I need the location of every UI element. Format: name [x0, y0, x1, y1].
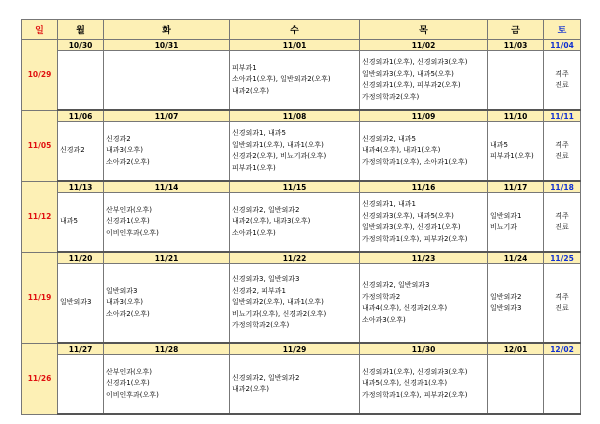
schedule-entry: 일반외과1(오후), 내과1(오후)	[232, 140, 324, 149]
date-cell-wed: 11/22	[230, 252, 360, 264]
schedule-entry: 신경외과1(오후), 신경외과3(오후)	[362, 58, 468, 66]
week-schedule-row	[22, 193, 581, 253]
schedule-entry: 가정의학과2(오후)	[232, 321, 290, 330]
week-date-row	[22, 343, 581, 355]
schedule-cell-fri	[488, 264, 544, 344]
schedule-entry: 신경외과1, 내과1	[362, 200, 416, 208]
schedule-cell-thu	[360, 51, 488, 111]
schedule-entry: 격주	[555, 140, 569, 149]
schedule-entry: 피부과1	[232, 63, 257, 72]
schedule-cell-tue	[104, 51, 230, 111]
schedule-entry: 신경외과1(오후), 피부과2(오후)	[362, 81, 461, 89]
schedule-cell-fri	[488, 51, 544, 111]
schedule-entry: 가정의학과1(오후), 소아과1(오후)	[362, 157, 468, 166]
schedule-cell-thu	[360, 193, 488, 253]
week-schedule-row	[22, 122, 581, 182]
schedule-entry: 소아과2(오후)	[106, 309, 150, 318]
date-cell-thu: 11/30	[360, 343, 488, 355]
week-schedule-row	[22, 264, 581, 344]
schedule-entry: 진료	[555, 152, 569, 160]
schedule-entry: 이비인후과(오후)	[106, 228, 159, 237]
date-cell-mon: 11/20	[58, 252, 104, 264]
schedule-entry: 신경과2(오후), 비뇨기과(오후)	[232, 152, 327, 160]
schedule-cell-tue	[104, 122, 230, 182]
schedule-cell-tue	[104, 264, 230, 344]
schedule-cell-sat	[544, 122, 581, 182]
schedule-entry: 신경외과3(오후), 내과5(오후)	[362, 211, 454, 220]
schedule-entry: 내과4(오후), 신경과2(오후)	[362, 304, 448, 312]
schedule-cell-wed	[230, 264, 360, 344]
week-schedule-row	[22, 355, 581, 415]
schedule-entry: 내과2(오후)	[232, 385, 269, 393]
schedule-entry: 내과4(오후), 내과1(오후)	[362, 146, 441, 155]
schedule-entry: 내과2(오후)	[232, 86, 269, 95]
date-cell-tue: 10/31	[104, 40, 230, 51]
schedule-entry: 이비인후과(오후)	[106, 390, 159, 399]
date-cell-mon: 10/30	[58, 40, 104, 51]
date-cell-sat: 11/04	[544, 40, 581, 51]
schedule-entry: 일반외과3	[106, 286, 138, 295]
schedule-cell-wed	[230, 51, 360, 111]
schedule-entry: 일반외과2	[490, 292, 522, 301]
date-cell-tue: 11/14	[104, 181, 230, 193]
schedule-entry: 가정의학과1(오후), 피부과2(오후)	[362, 234, 468, 243]
schedule-entry: 가정의학과1(오후), 피부과2(오후)	[362, 390, 468, 399]
schedule-entry: 피부과1(오후)	[232, 163, 276, 172]
schedule-cell-mon	[58, 51, 104, 111]
schedule-entry: 진료	[555, 223, 569, 231]
date-cell-fri: 11/24	[488, 252, 544, 264]
schedule-entry: 일반외과1	[490, 211, 522, 220]
schedule-entry: 격주	[555, 69, 569, 78]
schedule-cell-thu	[360, 264, 488, 344]
weekday-header-row	[22, 20, 581, 40]
date-cell-mon: 11/06	[58, 110, 104, 122]
schedule-cell-mon	[58, 122, 104, 182]
sunday-date-cell: 11/12	[22, 181, 58, 252]
sunday-date-cell: 11/26	[22, 343, 58, 414]
date-cell-fri: 11/03	[488, 40, 544, 51]
schedule-entry: 소아과1(오후), 일반외과2(오후)	[232, 75, 331, 84]
schedule-entry: 신경과2	[106, 134, 131, 143]
date-cell-tue: 11/07	[104, 110, 230, 122]
header-monday: 월	[58, 20, 104, 40]
schedule-entry: 소아과1(오후)	[232, 228, 276, 237]
sunday-date-cell: 11/05	[22, 110, 58, 181]
schedule-cell-tue	[104, 355, 230, 415]
date-cell-sat: 12/02	[544, 343, 581, 355]
schedule-entry: 일반외과3	[60, 298, 92, 307]
schedule-entry: 내과5	[60, 217, 78, 226]
date-cell-fri: 11/17	[488, 181, 544, 193]
schedule-cell-sat	[544, 193, 581, 253]
schedule-cell-sat	[544, 355, 581, 415]
header-tuesday: 화	[104, 20, 230, 40]
schedule-entry: 산부인과(오후)	[106, 367, 153, 376]
week-schedule-row	[22, 51, 581, 111]
schedule-entry: 산부인과(오후)	[106, 205, 153, 214]
schedule-entry: 내과2(오후), 내과3(오후)	[232, 217, 311, 226]
schedule-entry: 신경외과2, 일반외과2	[232, 205, 300, 214]
schedule-cell-thu	[360, 355, 488, 415]
date-cell-thu: 11/09	[360, 110, 488, 122]
schedule-entry: 진료	[555, 304, 569, 312]
schedule-entry: 소아과2(오후)	[106, 157, 150, 166]
schedule-entry: 소아과3(오후)	[362, 315, 406, 324]
week-date-row	[22, 181, 581, 193]
schedule-entry: 신경외과1, 내과5	[232, 129, 286, 137]
schedule-entry: 가정의학과2	[362, 292, 401, 301]
schedule-cell-wed	[230, 122, 360, 182]
week-date-row	[22, 252, 581, 264]
schedule-entry: 일반외과3(오후), 내과5(오후)	[362, 69, 454, 78]
schedule-cell-tue	[104, 193, 230, 253]
schedule-entry: 진료	[555, 81, 569, 89]
sunday-date-cell: 10/29	[22, 40, 58, 111]
date-cell-wed: 11/01	[230, 40, 360, 51]
schedule-cell-sat	[544, 264, 581, 344]
schedule-cell-sat	[544, 51, 581, 111]
schedule-entry: 비뇨기과(오후), 신경과2(오후)	[232, 309, 327, 318]
date-cell-sat: 11/18	[544, 181, 581, 193]
schedule-entry: 내과3(오후)	[106, 146, 143, 155]
date-cell-fri: 11/10	[488, 110, 544, 122]
schedule-entry: 가정의학과2(오후)	[362, 92, 420, 101]
date-cell-sat: 11/11	[544, 110, 581, 122]
schedule-cell-fri	[488, 193, 544, 253]
sunday-date-cell: 11/19	[22, 252, 58, 343]
schedule-cell-wed	[230, 355, 360, 415]
schedule-entry: 신경외과2, 일반외과2	[232, 373, 300, 382]
date-cell-thu: 11/02	[360, 40, 488, 51]
schedule-cell-fri	[488, 355, 544, 415]
schedule-entry: 내과5(오후), 신경과1(오후)	[362, 379, 448, 388]
schedule-entry: 일반외과3(오후), 신경과1(오후)	[362, 223, 461, 231]
header-friday: 금	[488, 20, 544, 40]
schedule-entry: 내과5	[490, 140, 508, 149]
date-cell-thu: 11/16	[360, 181, 488, 193]
schedule-entry: 신경외과2, 내과5	[362, 134, 416, 143]
schedule-entry: 신경과2	[60, 146, 85, 155]
schedule-entry: 비뇨기과	[490, 223, 518, 231]
header-saturday: 토	[544, 20, 581, 40]
date-cell-fri: 12/01	[488, 343, 544, 355]
header-wednesday: 수	[230, 20, 360, 40]
schedule-entry: 일반외과2(오후), 내과1(오후)	[232, 298, 324, 307]
schedule-entry: 내과3(오후)	[106, 298, 143, 307]
week-date-row	[22, 40, 581, 51]
date-cell-wed: 11/29	[230, 343, 360, 355]
schedule-entry: 피부과1(오후)	[490, 152, 534, 160]
date-cell-mon: 11/27	[58, 343, 104, 355]
schedule-entry: 신경과1(오후)	[106, 217, 150, 226]
date-cell-mon: 11/13	[58, 181, 104, 193]
schedule-entry: 신경과1(오후)	[106, 379, 150, 388]
schedule-cell-mon	[58, 193, 104, 253]
schedule-cell-mon	[58, 264, 104, 344]
schedule-entry: 일반외과3	[490, 304, 522, 312]
date-cell-wed: 11/15	[230, 181, 360, 193]
schedule-entry: 신경과2, 피부과1	[232, 286, 286, 295]
date-cell-wed: 11/08	[230, 110, 360, 122]
date-cell-thu: 11/23	[360, 252, 488, 264]
header-thursday: 목	[360, 20, 488, 40]
week-date-row	[22, 110, 581, 122]
schedule-entry: 신경외과3, 일반외과3	[232, 275, 300, 284]
date-cell-tue: 11/28	[104, 343, 230, 355]
schedule-entry: 신경외과1(오후), 신경외과3(오후)	[362, 367, 468, 376]
schedule-calendar	[21, 19, 581, 415]
schedule-body	[22, 40, 581, 415]
schedule-cell-wed	[230, 193, 360, 253]
schedule-cell-fri	[488, 122, 544, 182]
date-cell-tue: 11/21	[104, 252, 230, 264]
schedule-entry: 격주	[555, 292, 569, 301]
header-sunday: 일	[22, 20, 58, 40]
schedule-cell-mon	[58, 355, 104, 415]
schedule-entry: 격주	[555, 211, 569, 220]
schedule-cell-thu	[360, 122, 488, 182]
date-cell-sat: 11/25	[544, 252, 581, 264]
schedule-entry: 신경외과2, 일반외과3	[362, 281, 430, 289]
